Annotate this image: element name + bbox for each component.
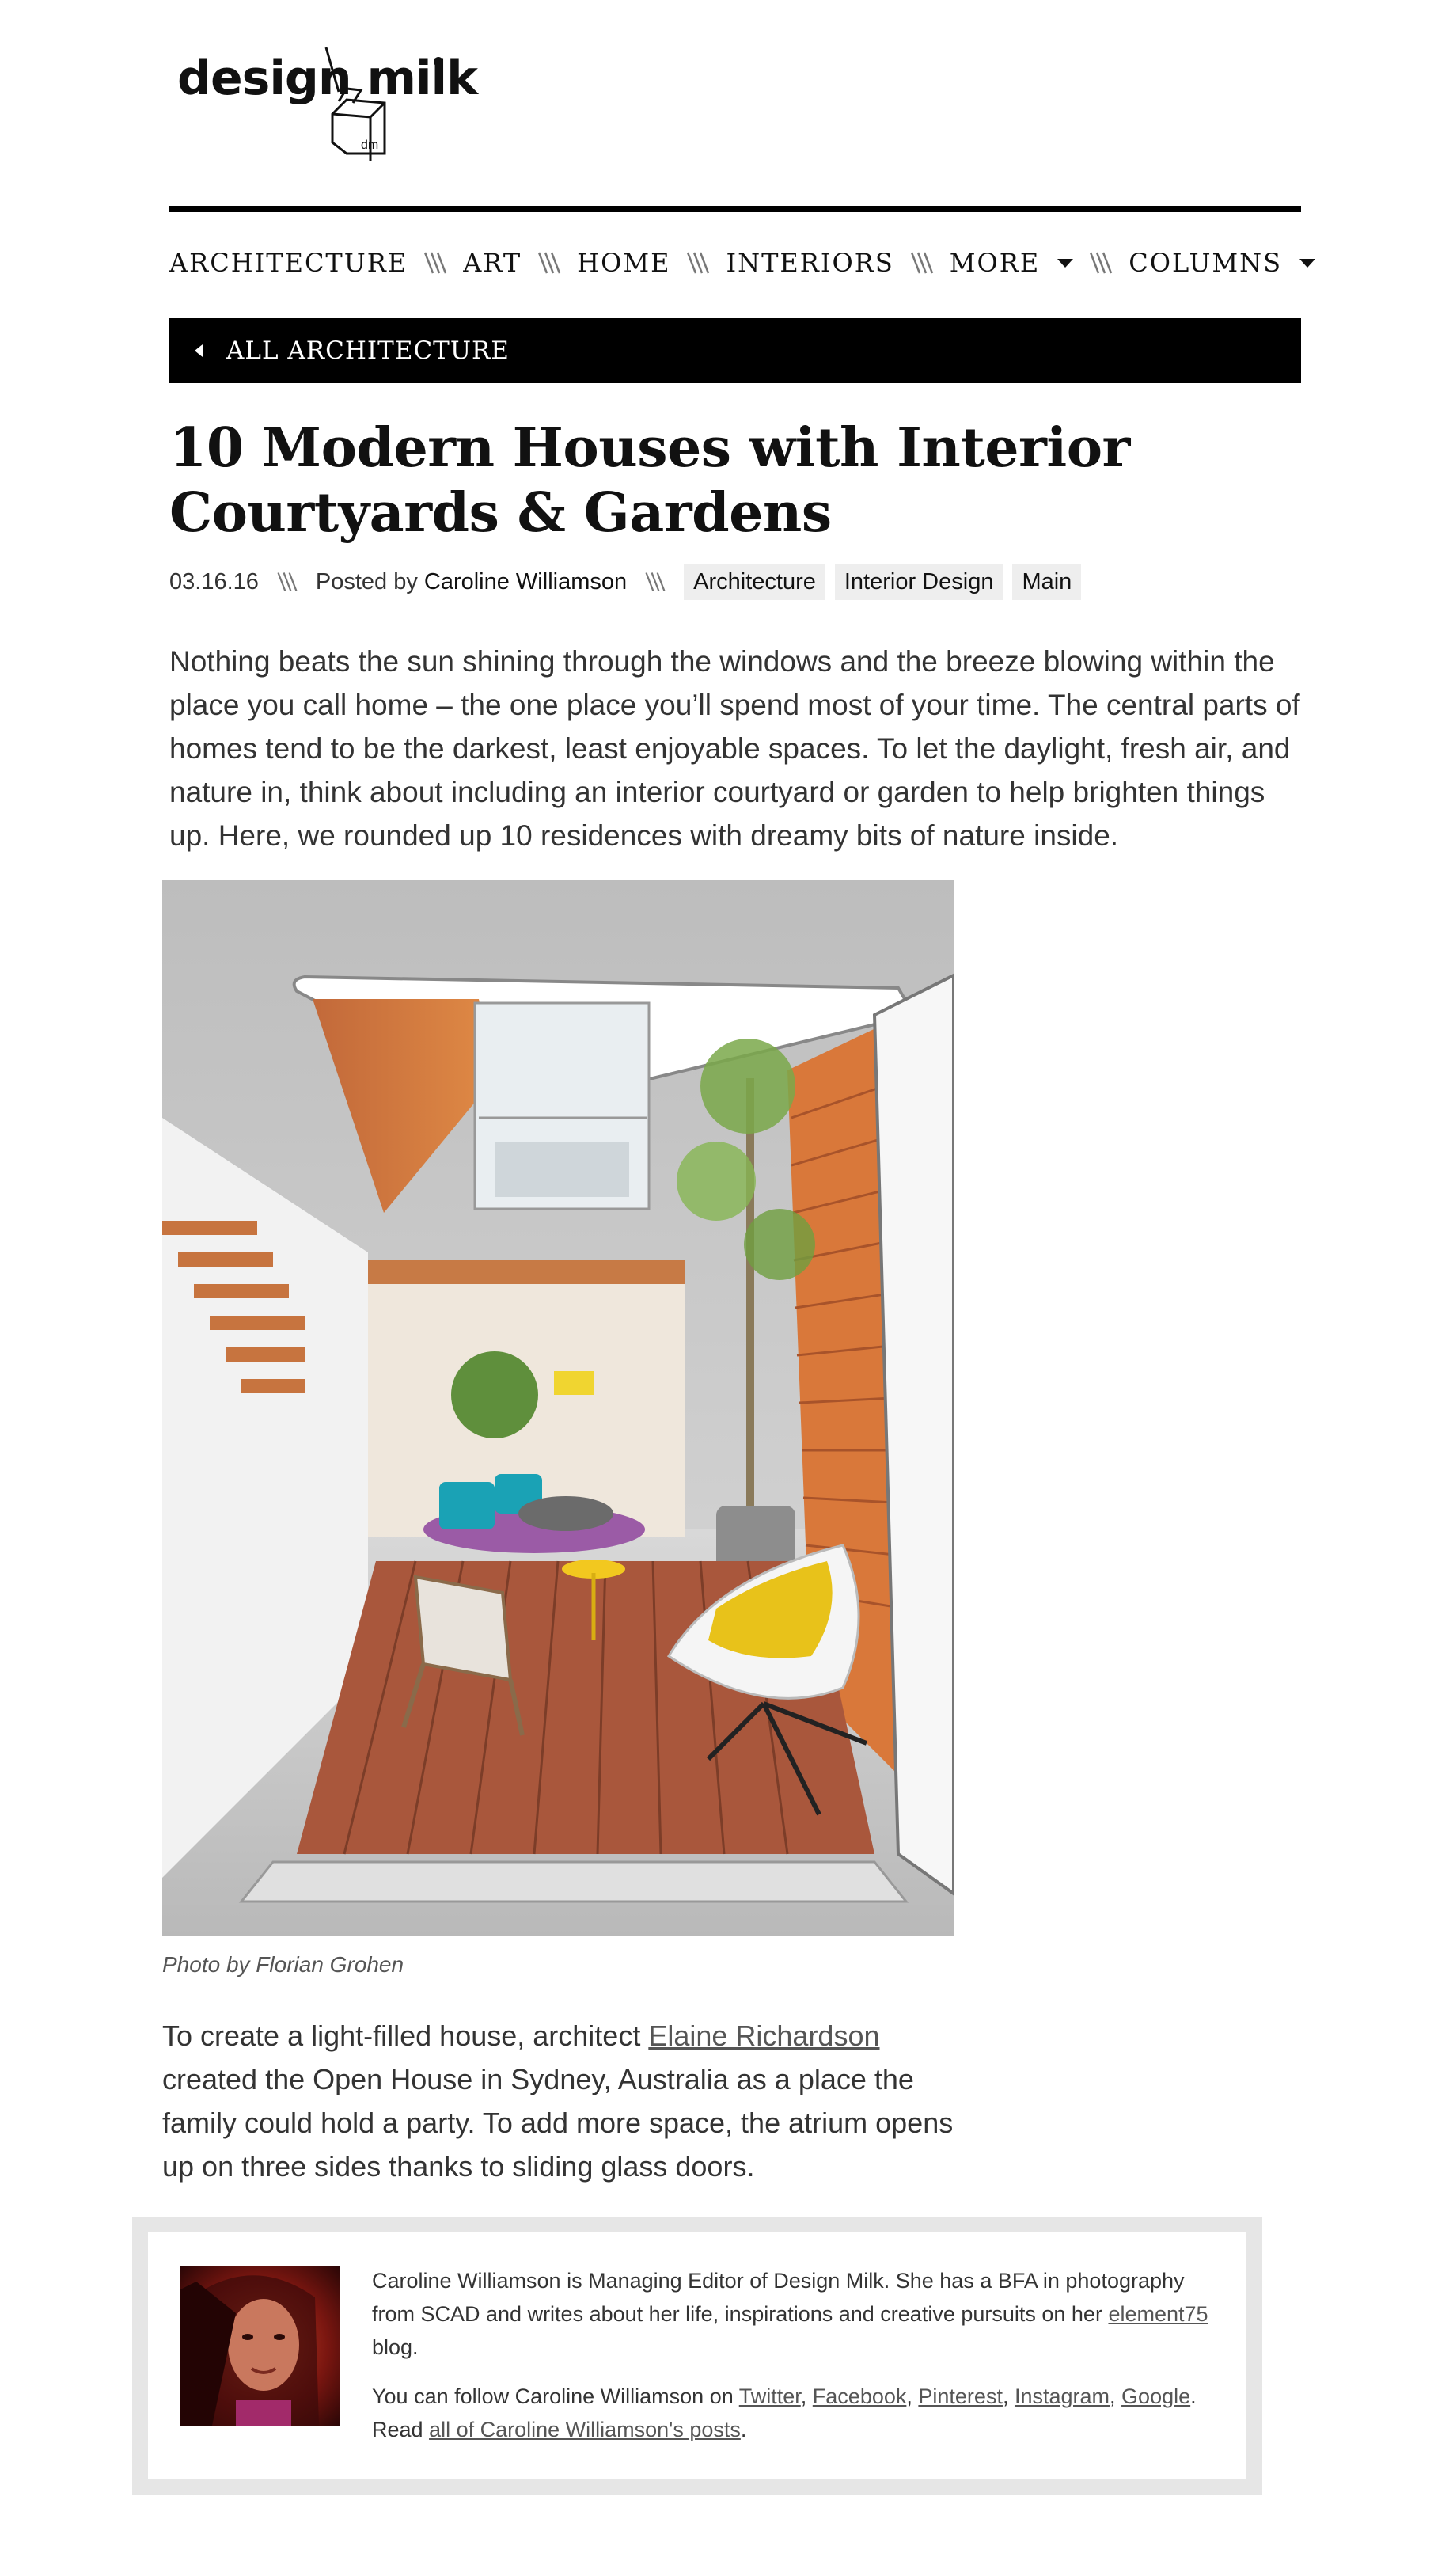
article-photo [162, 880, 954, 1936]
nav-item-interiors[interactable] [726, 248, 893, 278]
triple-slash-separator-icon [1089, 249, 1113, 276]
tag-main[interactable]: Main [1012, 564, 1081, 600]
follow-paragraph: You can follow Caroline Williamson on Twitter, Facebook, Pinterest, Instagram, Google. Read all of Caroline Williamson's posts. [372, 2384, 1197, 2441]
article-title: 10 Modern Houses with Interior Courtyards & Gardens [169, 416, 1130, 545]
nav-item-more[interactable] [950, 248, 1073, 278]
architect-link[interactable]: Elaine Richardson [648, 2019, 880, 2052]
paragraph-text: To create a light-filled house, architect [162, 2019, 649, 2052]
google-link[interactable]: Google [1121, 2384, 1191, 2408]
nav-item-art[interactable] [463, 248, 522, 278]
triple-slash-separator-icon [423, 249, 447, 276]
svg-text:dm: dm [361, 139, 379, 152]
nav-label: ART [463, 248, 522, 278]
logo-wordmark: design milk [177, 51, 478, 106]
follow-text: You can follow Caroline Williamson on [372, 2384, 739, 2408]
caret-down-icon [1299, 259, 1315, 268]
photo-caption: Photo by Florian Grohen [162, 1952, 404, 1977]
main-nav [169, 237, 1315, 288]
end-text: . [740, 2418, 747, 2441]
triple-slash-separator-icon [537, 249, 561, 276]
instagram-link[interactable]: Instagram [1014, 2384, 1110, 2408]
article-paragraph [162, 2014, 969, 2188]
facebook-link[interactable]: Facebook [812, 2384, 907, 2408]
posted-by-label: Posted by [315, 568, 418, 595]
author-link[interactable]: Caroline Williamson [423, 568, 628, 595]
nav-item-columns[interactable] [1129, 248, 1315, 278]
nav-item-architecture[interactable] [169, 248, 408, 278]
author-avatar-image [180, 2266, 340, 2426]
triple-slash-separator-icon [644, 570, 666, 594]
tag-architecture[interactable]: Architecture [684, 564, 825, 600]
site-logo[interactable] [177, 44, 478, 163]
breadcrumb-label: ALL ARCHITECTURE [226, 336, 510, 365]
nav-label: MORE [949, 248, 1041, 278]
nav-label: HOME [577, 248, 671, 278]
paragraph-text: created the Open House in Sydney, Australia as a place the family could hold a party. To add more space, the atrium opens up on three sides thanks to sliding glass doors. [162, 2063, 954, 2183]
read-text: . Read [372, 2384, 1197, 2441]
tag-interior-design[interactable]: Interior Design [835, 564, 1003, 600]
caret-down-icon [1057, 259, 1073, 268]
caret-left-icon [195, 344, 203, 357]
article-intro: Nothing beats the sun shining through the windows and the breeze blowing within the place you call home – the one place you’ll spend most of your time. The central parts of homes tend to be the darkest, least enjoyable spaces. To let the daylight, fresh air, and nature in, think about including an interior courtyard or garden to help brighten things up. Here, we rounded up 10 residences with dreamy bits of nature inside. [169, 645, 1300, 852]
article-meta [169, 562, 1091, 602]
pinterest-link[interactable]: Pinterest [918, 2384, 1003, 2408]
triple-slash-separator-icon [276, 570, 298, 594]
nav-item-home[interactable] [577, 248, 670, 278]
author-avatar [180, 2266, 340, 2426]
triple-slash-separator-icon [686, 249, 710, 276]
header-divider [169, 206, 1301, 212]
nav-label: INTERIORS [726, 248, 894, 278]
nav-label: ARCHITECTURE [169, 248, 408, 278]
author-bio [372, 2264, 1219, 2446]
post-date: 03.16.16 [169, 568, 259, 595]
bio-paragraph [372, 2264, 1219, 2364]
bio-text: Caroline Williamson is Managing Editor of Design Milk. She has a BFA in photography from SCAD and writes about her life, inspirations and creative pursuits on her [372, 2269, 1185, 2326]
all-posts-link[interactable]: all of Caroline Williamson's posts [429, 2418, 741, 2441]
triple-slash-separator-icon [910, 249, 934, 276]
blog-link[interactable]: element75 [1108, 2302, 1208, 2326]
twitter-link[interactable]: Twitter [738, 2384, 801, 2408]
bio-text: blog. [372, 2335, 419, 2359]
nav-label: COLUMNS [1129, 248, 1283, 278]
courtyard-photo-illustration [162, 880, 954, 1936]
all-architecture-link[interactable] [169, 318, 1301, 383]
